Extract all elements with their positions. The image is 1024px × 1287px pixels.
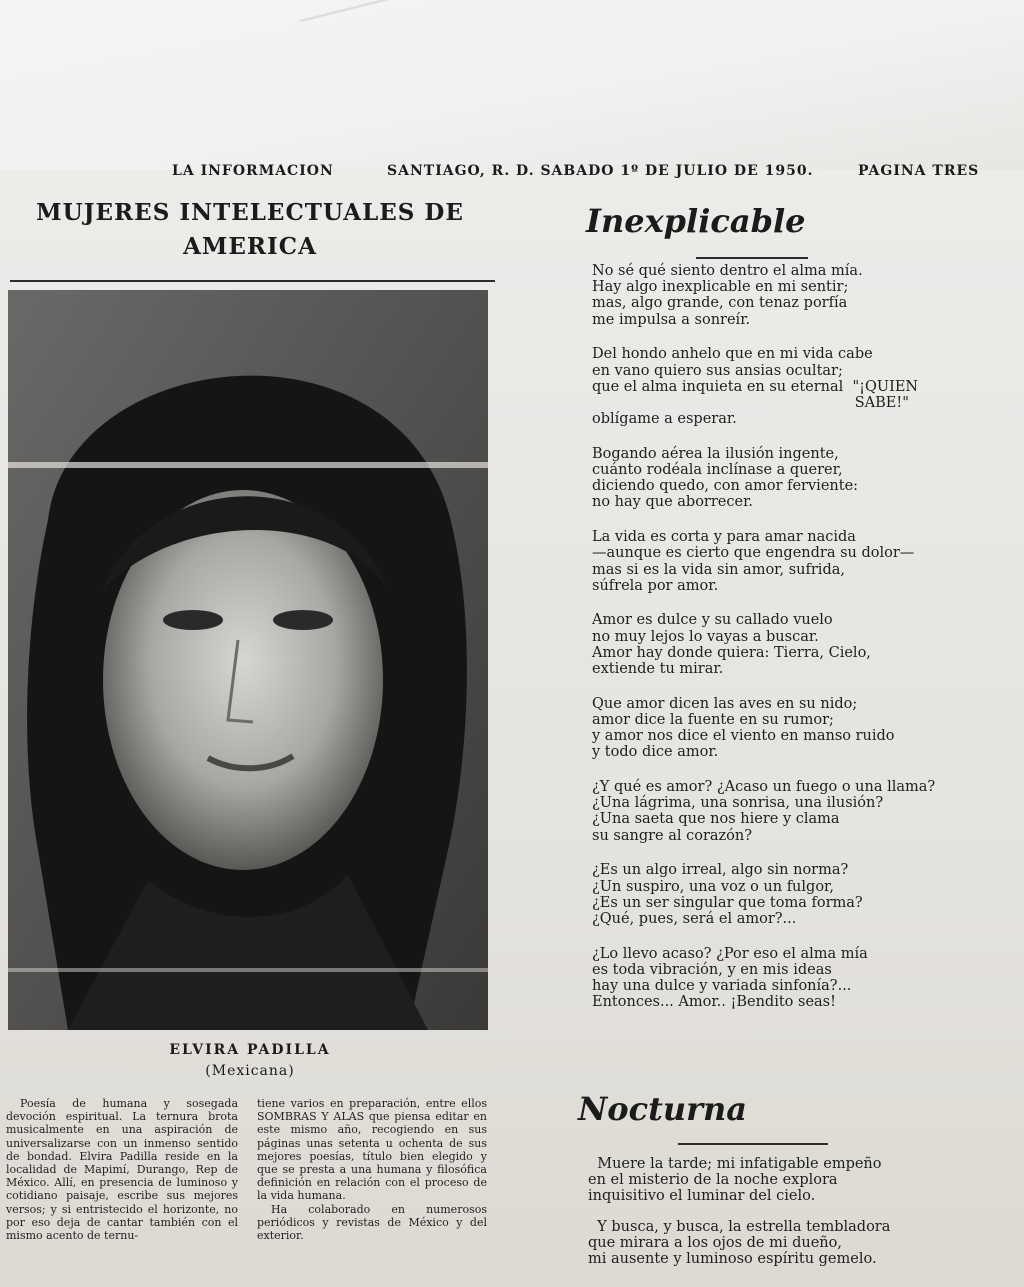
poem-stanza: Del hondo anhelo que en mi vida cabe en vano quiero sus ansias ocultar; que el alma inquieta en su eternal "¡QUIEN SABE!" oblígame a esperar. xyxy=(592,346,919,428)
photo-caption-origin: (Mexicana) xyxy=(205,1063,295,1079)
feature-headline-line2: AMERICA xyxy=(183,233,317,260)
bio-paragraph: tiene varios en preparación, entre ellos SOMBRAS Y ALAS que piensa editar en este mismo año, recogiendo en sus páginas unas setenta u ochenta de sus mejores poesías, título bien elegido y que se presta a una humana y filosófica definición en relación con el proceso de la vida humana. xyxy=(257,1097,487,1203)
poem-title-rule xyxy=(696,257,808,259)
feature-headline-line1: MUJERES INTELECTUALES DE xyxy=(36,199,464,226)
poem-stanza: Y busca, y busca, la estrella tembladora que mirara a los ojos de mi dueño, mi ausente y luminoso espíritu gemelo. xyxy=(588,1218,891,1268)
poem-stanza: Que amor dicen las aves en su nido; amor dice la fuente en su rumor; y amor nos dice el viento en manso ruido y todo dice amor. xyxy=(592,695,895,761)
poem-stanza: Bogando aérea la ilusión ingente, cuánto rodéala inclínase a querer, diciendo quedo, con amor ferviente: no hay que aborrecer. xyxy=(592,445,859,511)
portrait-photo xyxy=(8,290,488,1030)
dateline: SANTIAGO, R. D. SABADO 1º DE JULIO DE 1950. xyxy=(387,163,814,179)
page-number: PAGINA TRES xyxy=(858,163,980,179)
feature-headline xyxy=(0,196,500,264)
poem-title-inexplicable: Inexplicable xyxy=(586,202,806,240)
poem-stanza: ¿Es un algo irreal, algo sin norma? ¿Un suspiro, una voz o un fulgor, ¿Es un ser singular que toma forma? ¿Qué, pues, será el amor?... xyxy=(592,862,863,927)
poem-title-rule xyxy=(678,1143,828,1145)
poem-stanza: Muere la tarde; mi infatigable empeño en el misterio de la noche explora inquisitivo el luminar del cielo. xyxy=(588,1156,882,1205)
bio-paragraph: Ha colaborado en numerosos periódicos y revistas de México y del exterior. xyxy=(257,1202,487,1243)
bio-paragraph: Poesía de humana y sosegada devoción espiritual. La ternura brota musicalmente en una aspiración de universalizarse con un inmenso sentido de bondad. Elvira Padilla reside en la localidad de Mapimí, Durango, Rep de México. Allí, en presencia de luminoso y cotidiano paisaje, escribe sus mejores versos; y si entristecido el horizonte, no por eso deja de cantar también con el mismo acento de ternu- xyxy=(6,1097,238,1243)
newspaper-name: LA INFORMACION xyxy=(172,163,334,179)
bio-column-2 xyxy=(257,1097,487,1242)
poem-stanza: ¿Lo llevo acaso? ¿Por eso el alma mía es toda vibración, y en mis ideas hay una dulce y variada sinfonía?... Entonces... Amor.. ¡Bendito seas! xyxy=(592,945,868,1011)
bio-column-1 xyxy=(6,1097,238,1242)
poem-stanza: Amor es dulce y su callado vuelo no muy lejos lo vayas a buscar. Amor hay donde quiera: Tierra, Cielo, extiende tu mirar. xyxy=(592,612,871,678)
headline-rule xyxy=(10,280,495,282)
poem-stanza: La vida es corta y para amar nacida —aunque es cierto que engendra su dolor— mas si es la vida sin amor, sufrida, súfrela por amor. xyxy=(592,529,915,594)
portrait-image xyxy=(8,290,488,1030)
poem-nocturna xyxy=(588,1156,988,1281)
masthead xyxy=(0,163,1024,189)
poem-stanza: No sé qué siento dentro el alma mía. Hay algo inexplicable en mi sentir; mas, algo grande, con tenaz porfía me impulsa a sonreír. xyxy=(592,263,863,328)
poem-stanza: ¿Y qué es amor? ¿Acaso un fuego o una llama? ¿Una lágrima, una sonrisa, una ilusión? ¿Una saeta que nos hiere y clama su sangre al corazón? xyxy=(592,779,936,844)
photo-caption-name: ELVIRA PADILLA xyxy=(169,1042,331,1058)
folded-paper-corner xyxy=(0,0,1024,170)
poem-title-nocturna: Nocturna xyxy=(578,1090,747,1128)
poem-inexplicable xyxy=(592,263,992,1029)
